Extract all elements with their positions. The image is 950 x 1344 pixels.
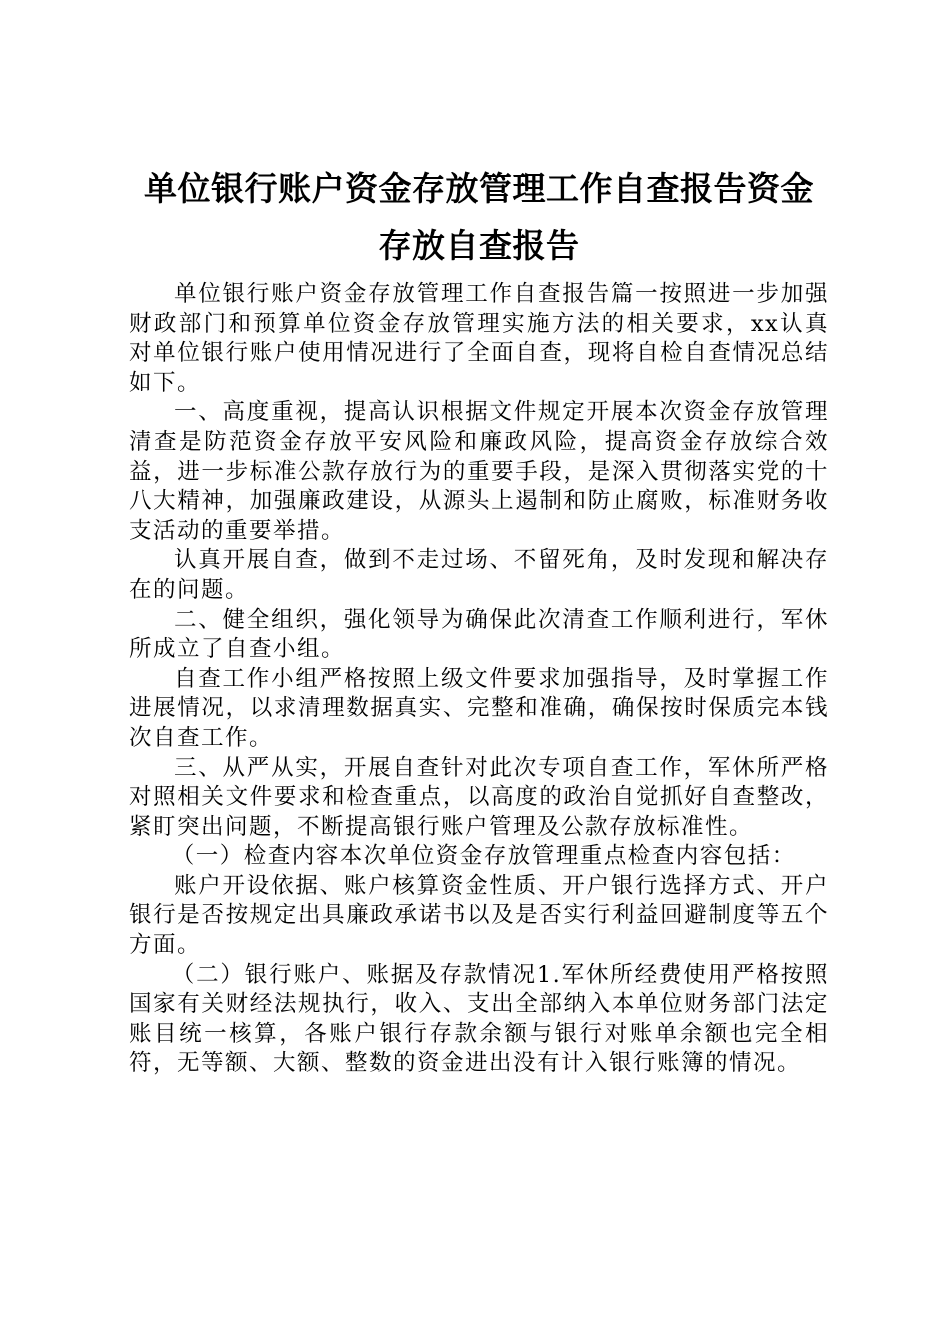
paragraph-subsection-2: （二）银行账户、账据及存款情况1.军休所经费使用严格按照国家有关财经法规执行，收入、支出全部纳入本单位财务部门法定账目统一核算，各账户银行存款余额与银行对账单余额也完全相符，无等额、大额、整数的资金进出没有计入银行账簿的情况。 [129, 961, 829, 1077]
document-body [129, 280, 829, 1079]
paragraph-section-3: 三、从严从实，开展自查针对此次专项自查工作，军休所严格对照相关文件要求和检查重点，以高度的政治自觉抓好自查整改，紧盯突出问题，不断提高银行账户管理及公款存放标准性。 [129, 754, 829, 840]
paragraph: 认真开展自查，做到不走过场、不留死角，及时发现和解决存在的问题。 [129, 547, 829, 603]
paragraph: 账户开设依据、账户核算资金性质、开户银行选择方式、开户银行是否按规定出具廉政承诺书以及是否实行利益回避制度等五个方面。 [129, 872, 829, 959]
paragraph-section-1: 一、高度重视，提高认识根据文件规定开展本次资金存放管理清查是防范资金存放平安风险和廉政风险，提高资金存放综合效益，进一步标准公款存放行为的重要手段，是深入贯彻落实党的十八大精神，加强廉政建设，从源头上遏制和防止腐败，标准财务收支活动的重要举措。 [129, 399, 829, 544]
title-line-1: 单位银行账户资金存放管理工作自查报告资金 [144, 169, 814, 208]
paragraph: 自查工作小组严格按照上级文件要求加强指导，及时掌握工作进展情况，以求清理数据真实、完整和准确，确保按时保质完本钱次自查工作。 [129, 665, 829, 751]
title-line-2: 存放自查报告 [378, 226, 580, 265]
document-page [129, 160, 829, 1079]
document-title [129, 160, 829, 274]
paragraph-intro: 单位银行账户资金存放管理工作自查报告篇一按照进一步加强财政部门和预算单位资金存放管理实施方法的相关要求，xx认真对单位银行账户使用情况进行了全面自查，现将自检自查情况总结如下。 [129, 281, 829, 396]
paragraph-section-2: 二、健全组织，强化领导为确保此次清查工作顺利进行，军休所成立了自查小组。 [129, 606, 829, 663]
paragraph-subsection-1: （一）检查内容本次单位资金存放管理重点检查内容包括： [171, 843, 796, 870]
